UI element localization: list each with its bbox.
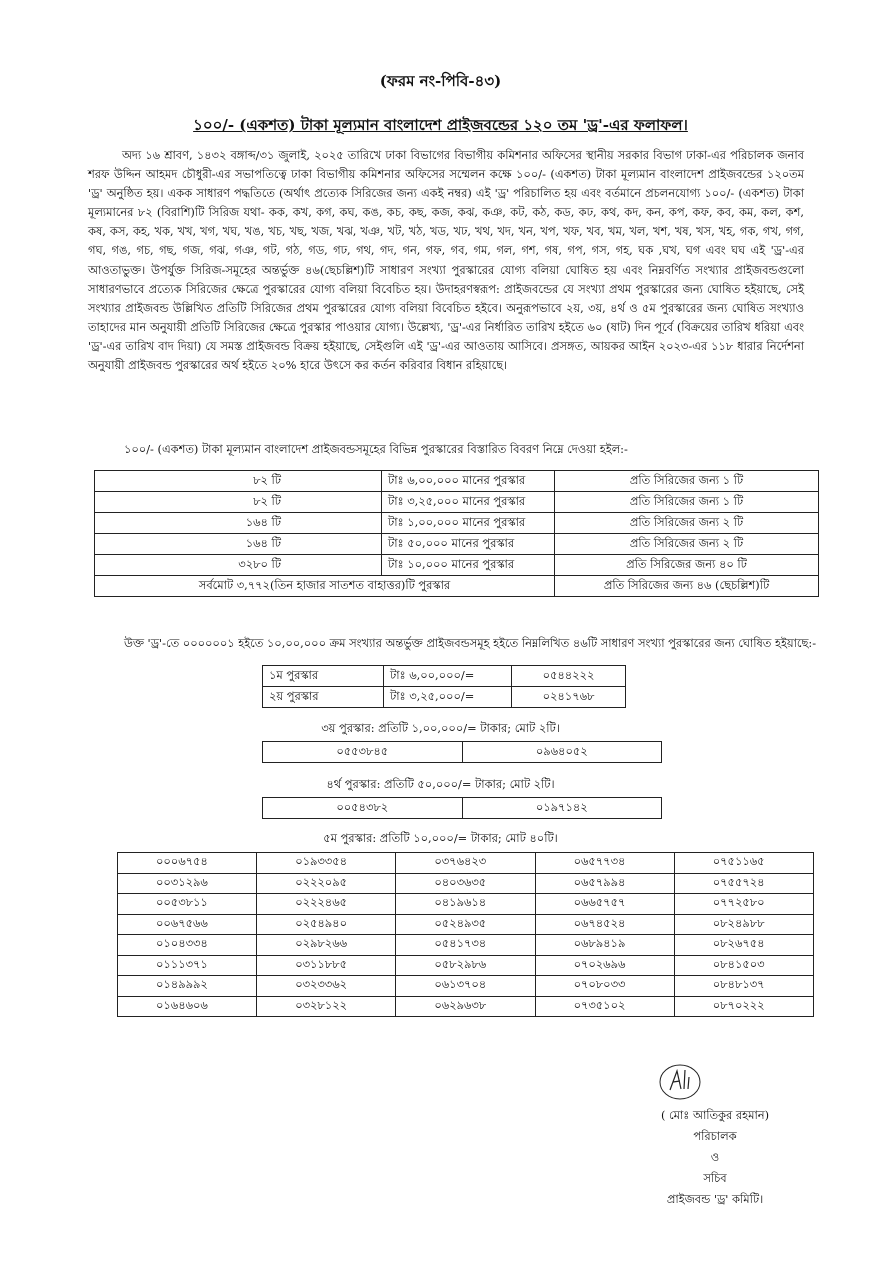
table-row — [95, 534, 819, 555]
prize-count: ৮২ টি — [95, 492, 382, 513]
signer-conjunction: ও — [710, 1150, 720, 1164]
table-row — [118, 935, 814, 956]
prize-label: ২য় পুরস্কার — [263, 687, 384, 708]
prize-per-series: প্রতি সিরিজের জন্য ১ টি — [555, 471, 819, 492]
table-row — [263, 687, 626, 708]
table-row-total — [95, 576, 819, 597]
prize-number: ০৫৪৪২২২ — [512, 666, 626, 687]
prize-number: ০৫৮২৯৮৬ — [396, 955, 535, 976]
prize-amount: টাঃ ১০,০০০ মানের পুরস্কার — [382, 555, 555, 576]
prize-number: ০৬৮৯৪১৯ — [535, 935, 674, 956]
prize-number: ০০৫৪৩৮২ — [263, 798, 463, 819]
fourth-prize-table — [262, 797, 662, 819]
prize-number: ০১১১৩৭১ — [118, 955, 257, 976]
prize-amount: টাঃ ৩,২৫,০০০ মানের পুরস্কার — [382, 492, 555, 513]
prize-amount: টাঃ ৬,০০,০০০/= — [384, 666, 512, 687]
table-row — [118, 976, 814, 997]
prize-number: ০৭০৮০৩৩ — [535, 976, 674, 997]
prize-number: ০৬১৩৭০৪ — [396, 976, 535, 997]
prize-number: ০১৯৩৩৫৪ — [257, 853, 396, 874]
table-row — [118, 955, 814, 976]
prize-number: ০২৯৮২৬৬ — [257, 935, 396, 956]
prize-number: ০২৫৪৯৪০ — [257, 914, 396, 935]
prize-number: ০৬৭৪৫২৪ — [535, 914, 674, 935]
signer-committee: প্রাইজবন্ড 'ড্র' কমিটি। — [666, 1192, 764, 1206]
prize-number: ০৪১৯৬১৪ — [396, 894, 535, 915]
table-row — [263, 666, 626, 687]
document-title: ১০০/- (একশত) টাকা মূল্যমান বাংলাদেশ প্রাইজবন্ডের ১২০ তম 'ড্র'-এর ফলাফল। — [193, 116, 688, 134]
table-row — [118, 894, 814, 915]
table-row — [263, 798, 662, 819]
prize-number: ০৭৫১১৬৫ — [674, 853, 813, 874]
prize-count: ৩২৮০ টি — [95, 555, 382, 576]
prize-label: ১ম পুরস্কার — [263, 666, 384, 687]
prize-amount: টাঃ ৩,২৫,০০০/= — [384, 687, 512, 708]
prize-number: ০০০৬৭৫৪ — [118, 853, 257, 874]
prize-per-series: প্রতি সিরিজের জন্য ২ টি — [555, 513, 819, 534]
signer-designation: পরিচালক — [693, 1129, 737, 1143]
table-row — [263, 742, 662, 763]
prize-number: ০৩১১৮৮৫ — [257, 955, 396, 976]
prize-number: ০৩৭৬৪২৩ — [396, 853, 535, 874]
prize-number: ০৫৫৩৮৪৫ — [263, 742, 463, 763]
prize-per-series: প্রতি সিরিজের জন্য ১ টি — [555, 492, 819, 513]
prize-number: ০৫২৪৯৩৫ — [396, 914, 535, 935]
prize-number: ০২২২৪৬৫ — [257, 894, 396, 915]
signer-role: সচিব — [703, 1171, 727, 1185]
total-prizes: সর্বমোট ৩,৭৭২(তিন হাজার সাতশত বাহাত্তর)টি পুরস্কার — [95, 576, 555, 597]
prize-number: ০৫৪১৭৩৪ — [396, 935, 535, 956]
prize-number: ০৪০৩৬৩৫ — [396, 873, 535, 894]
prize-number: ০৮২৬৭৫৪ — [674, 935, 813, 956]
prize-number: ০৮২৪৯৮৮ — [674, 914, 813, 935]
prize-number: ০১৬৪৬০৬ — [118, 996, 257, 1017]
prize-number: ০২৪১৭৬৮ — [512, 687, 626, 708]
prize-number: ০৭০২৬৯৬ — [535, 955, 674, 976]
prize-number: ০৩২৩৩৬২ — [257, 976, 396, 997]
winners-intro: উক্ত 'ড্র'-তে ০০০০০০১ হইতে ১০,০০,০০০ ক্রম সংখ্যার অন্তর্ভুক্ত প্রাইজবন্ডসমূহ হইতে নিম্নলিখিত ৪৬টি সাধারণ সংখ্যা পুরস্কারের জন্য ঘোষিত হইয়াছে:- — [124, 636, 817, 650]
table-row — [118, 996, 814, 1017]
body-paragraph: অদ্য ১৬ শ্রাবণ, ১৪৩২ বঙ্গাব্দ/৩১ জুলাই, ২০২৫ তারিখে ঢাকা বিভাগের বিভাগীয় কমিশনার অফিসের স্থানীয় সরকার বিভাগ ঢাকা-এর পরিচালক জনাব শরফ উদ্দিন আহমদ চৌধুরী-এর সভাপতিত্বে ঢাকা বিভাগীয় কমিশনার অফিসের সম্মেলন কক্ষে ১০০/- (একশত) টাকা মূল্যমান বাংলাদেশ প্রাইজবন্ডের ১২০তম 'ড্র' অনুষ্ঠিত হয়। একক সাধারণ পদ্ধতিতে (অর্থাৎ প্রত্যেক সিরিজের জন্য একই নম্বর) এই 'ড্র' পরিচালিত হয় এবং বর্তমানে প্রচলনযোগ্য ১০০/- (একশত) টাকা মূল্যমানের ৮২ (বিরাশি)টি সিরিজ যথা- কক, কখ, কগ, কঘ, কঙ, কচ, কছ, কজ, কঝ, কঞ, কট, কঠ, কড, কঢ, কথ, কদ, কন, কপ, কফ, কব, কম, কল, কশ, কষ, কস, কহ, খক, খখ, খগ, খঘ, খঙ, খচ, খছ, খজ, খঝ, খঞ, খট, খঠ, খড, খঢ, খথ, খদ, খন, খপ, খফ, খব, খম, খল, খশ, খষ, খস, খহ, গক, গখ, গগ, গঘ, গঙ, গচ, গছ, গজ, গঝ, গঞ, গট, গঠ, গড, গঢ, গথ, গদ, গন, গফ, গব, গম, গল, গশ, গষ, গপ, গস, গহ, ঘক ,ঘখ, ঘগ এবং ঘঘ এই 'ড্র'-এর আওতাভুক্ত। উপর্যুক্ত সিরিজ-সমূহের অন্তর্ভুক্ত ৪৬(ছেচল্লিশ)টি সাধারণ সংখ্যা পুরস্কারের যোগ্য বলিয়া ঘোষিত হয় এবং নিম্নবর্ণিত সংখ্যার প্রাইজবন্ডগুলো সাধারণভাবে প্রত্যেক সিরিজের ক্ষেত্রে পুরস্কারের যোগ্য বলিয়া বিবেচিত হয়। উদাহরণস্বরূপ: প্রাইজবন্ডের যে সংখ্যা প্রথম পুরস্কারের জন্য ঘোষিত হইয়াছে, সেই সংখ্যার প্রাইজবন্ড উল্লিখিত প্রতিটি সিরিজের প্রথম পুরস্কারের যোগ্য বলিয়া বিবেচিত হইবে। অনুরূপভাবে ২য়, ৩য়, ৪র্থ ও ৫ম পুরস্কারের জন্য ঘোষিত সংখ্যাও তাহাদের মান অনুযায়ী প্রতিটি সিরিজের ক্ষেত্রে পুরস্কার পাওয়ার যোগ্য। উল্লেখ্য, 'ড্র'-এর নির্ধারিত তারিখ হইতে ৬০ (ষাট) দিন পূর্বে (বিক্রয়ের তারিখ ধরিয়া এবং 'ড্র'-এর তারিখ বাদ দিয়া) যে সমস্ত প্রাইজবন্ড বিক্রয় হইয়াছে, সেইগুলি এই 'ড্র'-এর আওতায় আসিবে। প্রসঙ্গত, আয়কর আইন ২০২৩-এর ১১৮ ধারার নির্দেশনা অনুযায়ী প্রাইজবন্ড পুরস্কারের অর্থ হইতে ২০% হারে উৎসে কর কর্তন করিবার বিধান রহিয়াছে। — [88, 148, 804, 373]
prize-amount: টাঃ ৫০,০০০ মানের পুরস্কার — [382, 534, 555, 555]
prize-number: ০৯৬৪০৫২ — [462, 742, 662, 763]
prize-number: ০৭৭২৫৮০ — [674, 894, 813, 915]
table-row — [95, 555, 819, 576]
prize-number: ০৬২৯৬৩৮ — [396, 996, 535, 1017]
table-row — [95, 492, 819, 513]
prize-number: ০৭৩৫১০২ — [535, 996, 674, 1017]
prize-number: ০৬৫৭৭৩৪ — [535, 853, 674, 874]
prize-number: ০১৪৯৯৯২ — [118, 976, 257, 997]
prize-count: ১৬৪ টি — [95, 513, 382, 534]
prize-number: ০৬৫৭৯৯৪ — [535, 873, 674, 894]
prize-number: ০২২২০৯৫ — [257, 873, 396, 894]
prize-number: ০৮৭০২২২ — [674, 996, 813, 1017]
first-second-prize-table — [262, 665, 626, 708]
prize-count: ৮২ টি — [95, 471, 382, 492]
third-prize-caption: ৩য় পুরস্কার: প্রতিটি ১,০০,০০০/= টাকার; মোট ২টি। — [321, 721, 560, 735]
signature-mark — [656, 1062, 704, 1102]
prize-number: ০৮৪১৫০৩ — [674, 955, 813, 976]
prize-number: ০০৩১২৯৬ — [118, 873, 257, 894]
prize-per-series: প্রতি সিরিজের জন্য ৪০ টি — [555, 555, 819, 576]
prize-number: ০১০৪৩৩৪ — [118, 935, 257, 956]
table-row — [95, 513, 819, 534]
fourth-prize-caption: ৪র্থ পুরস্কার: প্রতিটি ৫০,০০০/= টাকার; মোট ২টি। — [326, 777, 555, 791]
third-prize-table — [262, 741, 662, 763]
prize-number: ০৭৫৫৭২৪ — [674, 873, 813, 894]
prize-number: ০০৬৭৫৬৬ — [118, 914, 257, 935]
prize-number: ০৩২৮১২২ — [257, 996, 396, 1017]
signer-block — [600, 1105, 830, 1210]
table-row — [118, 853, 814, 874]
prize-number: ০৬৬৫৭৫৭ — [535, 894, 674, 915]
signer-name: ( মোঃ আতিকুর রহমান) — [660, 1108, 770, 1122]
prize-amount: টাঃ ১,০০,০০০ মানের পুরস্কার — [382, 513, 555, 534]
prize-count: ১৬৪ টি — [95, 534, 382, 555]
prize-number: ০৮৪৮১৩৭ — [674, 976, 813, 997]
fifth-prize-table — [117, 852, 814, 1017]
form-number: (ফরম নং-পিবি-৪৩) — [379, 72, 502, 90]
table-row — [118, 914, 814, 935]
prize-number: ০০৫৩৮১১ — [118, 894, 257, 915]
table-row — [95, 471, 819, 492]
prize-amount: টাঃ ৬,০০,০০০ মানের পুরস্কার — [382, 471, 555, 492]
total-per-series: প্রতি সিরিজের জন্য ৪৬ (ছেচল্লিশ)টি — [555, 576, 819, 597]
fifth-prize-caption: ৫ম পুরস্কার: প্রতিটি ১০,০০০/= টাকার; মোট ৪০টি। — [323, 831, 558, 845]
summary-intro: ১০০/- (একশত) টাকা মূল্যমান বাংলাদেশ প্রাইজবন্ডসমূহের বিভিন্ন পুরস্কারের বিস্তারিত বিবরণ নিম্নে দেওয়া হইল:- — [124, 442, 628, 456]
prize-per-series: প্রতি সিরিজের জন্য ২ টি — [555, 534, 819, 555]
prize-summary-table — [94, 470, 819, 597]
prize-number: ০১৯৭১৪২ — [462, 798, 662, 819]
table-row — [118, 873, 814, 894]
